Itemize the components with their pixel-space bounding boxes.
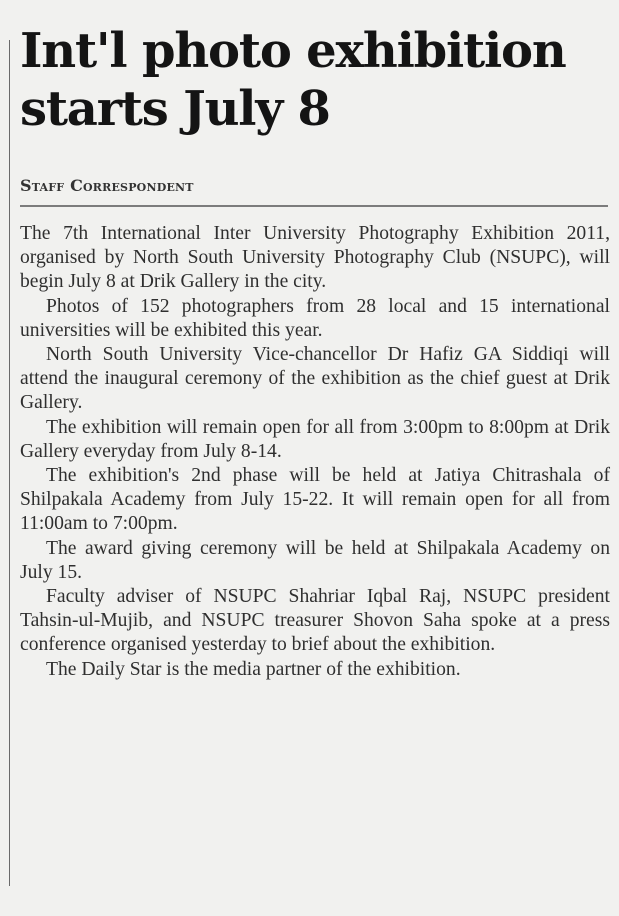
paragraph-4: The exhibition will remain open for all from 3:00pm to 8:00pm at Drik Gallery everyday from July 8-14.: [20, 416, 610, 462]
headline: [20, 22, 610, 138]
paragraph-5: The exhibition's 2nd phase will be held at Jatiya Chitrashala of Shilpakala Academy from July 15-22. It will remain open for all from 11:00am to 7:00pm.: [20, 465, 610, 535]
news-article: [20, 22, 610, 682]
paragraph-3: North South University Vice-chancellor Dr Hafiz GA Siddiqi will attend the inaugural ceremony of the exhibition as the chief guest at Drik Gallery.: [20, 344, 610, 414]
byline: Staff Correspondent: [20, 176, 194, 195]
paragraph-8: The Daily Star is the media partner of the exhibition.: [46, 658, 461, 680]
headline-line-2: starts July 8: [20, 81, 330, 137]
column-rule: [9, 40, 10, 886]
headline-line-1: Int'l photo exhibition: [20, 23, 566, 79]
paragraph-7: Faculty adviser of NSUPC Shahriar Iqbal Raj, NSUPC president Tahsin-ul-Mujib, and NSUPC treasurer Shovon Saha spoke at a press conference organised yesterday to brief about the exhibition.: [20, 586, 610, 656]
paragraph-1: The 7th International Inter University Photography Exhibition 2011, organised by North South University Photography Club (NSUPC), will begin July 8 at Drik Gallery in the city.: [20, 223, 610, 293]
paragraph-6: The award giving ceremony will be held at Shilpakala Academy on July 15.: [20, 537, 610, 583]
article-body: [20, 222, 610, 682]
paragraph-2: Photos of 152 photographers from 28 local and 15 international universities will be exhibited this year.: [20, 295, 610, 341]
byline-divider: [20, 205, 608, 207]
